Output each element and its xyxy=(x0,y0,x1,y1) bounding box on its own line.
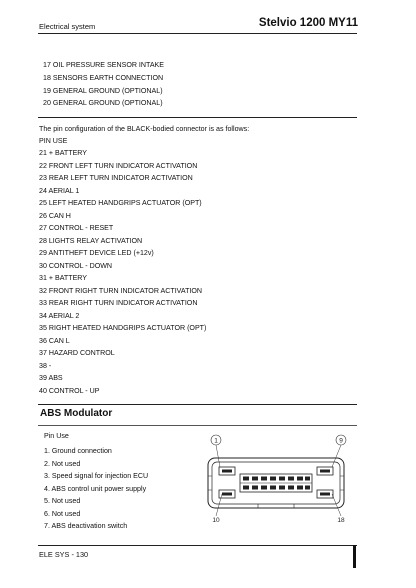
abs-pin-item: 6. Not used xyxy=(44,509,81,518)
section-divider xyxy=(38,117,357,118)
header-manual-title: Stelvio 1200 MY11 xyxy=(258,17,358,29)
pin-item: 39 ABS xyxy=(39,374,63,382)
callout-pin-18 xyxy=(332,494,345,524)
black-connector-intro: The pin configuration of the BLACK-bodied connector is as follows: xyxy=(39,125,250,133)
section-divider xyxy=(38,404,357,405)
page-number: ELE SYS - 130 xyxy=(39,550,89,559)
pin-item: 33 REAR RIGHT TURN INDICATOR ACTIVATION xyxy=(39,299,198,307)
pin-contact xyxy=(320,493,330,496)
pin-contact xyxy=(222,493,232,496)
footer-edge-bar xyxy=(353,545,356,568)
pin-use-heading: PIN USE xyxy=(39,137,68,145)
pin-item: 23 REAR LEFT TURN INDICATOR ACTIVATION xyxy=(39,174,193,182)
callout-label: 9 xyxy=(339,437,343,445)
pin-item: 25 LEFT HEATED HANDGRIPS ACTUATOR (OPT) xyxy=(39,199,202,207)
pin-item: 30 CONTROL - DOWN xyxy=(39,261,113,270)
pin-contact xyxy=(222,470,232,473)
pin-contact xyxy=(320,470,330,473)
abs-pin-use-heading: Pin Use xyxy=(44,432,69,440)
pin-item: 27 CONTROL - RESET xyxy=(39,224,114,232)
callout-label: 10 xyxy=(212,517,220,524)
pin-item: 36 CAN L xyxy=(39,336,70,345)
header-section-title: Electrical system xyxy=(39,22,96,31)
pin-item: 28 LIGHTS RELAY ACTIVATION xyxy=(39,236,143,245)
pin-item: 22 FRONT LEFT TURN INDICATOR ACTIVATION xyxy=(39,161,198,170)
connector-key-marks xyxy=(258,504,294,508)
pin-item: 32 FRONT RIGHT TURN INDICATOR ACTIVATION xyxy=(39,286,203,295)
callout-label: 1 xyxy=(214,437,218,445)
pin-item: 40 CONTROL - UP xyxy=(39,386,100,395)
section-divider xyxy=(38,425,357,426)
list-item: 20 GENERAL GROUND (OPTIONAL) xyxy=(43,99,163,107)
pin-item: 37 HAZARD CONTROL xyxy=(39,349,115,357)
abs-section-title: ABS Modulator xyxy=(40,408,113,419)
pin-item: 29 ANTITHEFT DEVICE LED (+12v) xyxy=(39,249,154,257)
pin-item: 21 + BATTERY xyxy=(39,149,88,157)
list-item: 18 SENSORS EARTH CONNECTION xyxy=(43,74,164,82)
pin-item: 26 CAN H xyxy=(39,211,71,220)
pin-item: 24 AERIAL 1 xyxy=(39,186,80,195)
signal-pins-bottom-row xyxy=(243,486,310,490)
pin-item: 38 - xyxy=(39,361,52,370)
pin-item: 31 + BATTERY xyxy=(39,274,88,282)
abs-pin-item: 1. Ground connection xyxy=(44,447,112,455)
footer-divider xyxy=(38,545,357,546)
list-item: 17 OIL PRESSURE SENSOR INTAKE xyxy=(43,61,165,69)
abs-pin-item: 7. ABS deactivation switch xyxy=(44,522,128,530)
callout-pin-10 xyxy=(212,494,222,524)
pin-item: 34 AERIAL 2 xyxy=(39,311,80,320)
abs-pin-item: 3. Speed signal for injection ECU xyxy=(44,472,149,480)
list-item: 19 GENERAL GROUND (OPTIONAL) xyxy=(43,87,163,95)
abs-pin-item: 2. Not used xyxy=(44,459,81,468)
pin-item: 35 RIGHT HEATED HANDGRIPS ACTUATOR (OPT) xyxy=(39,324,207,332)
abs-connector-diagram xyxy=(198,432,354,530)
abs-pin-item: 4. ABS control unit power supply xyxy=(44,484,147,493)
signal-pins-top-row xyxy=(243,477,310,481)
header-divider xyxy=(38,33,357,34)
callout-label: 18 xyxy=(337,517,345,524)
abs-pin-item: 5. Not used xyxy=(44,497,81,505)
